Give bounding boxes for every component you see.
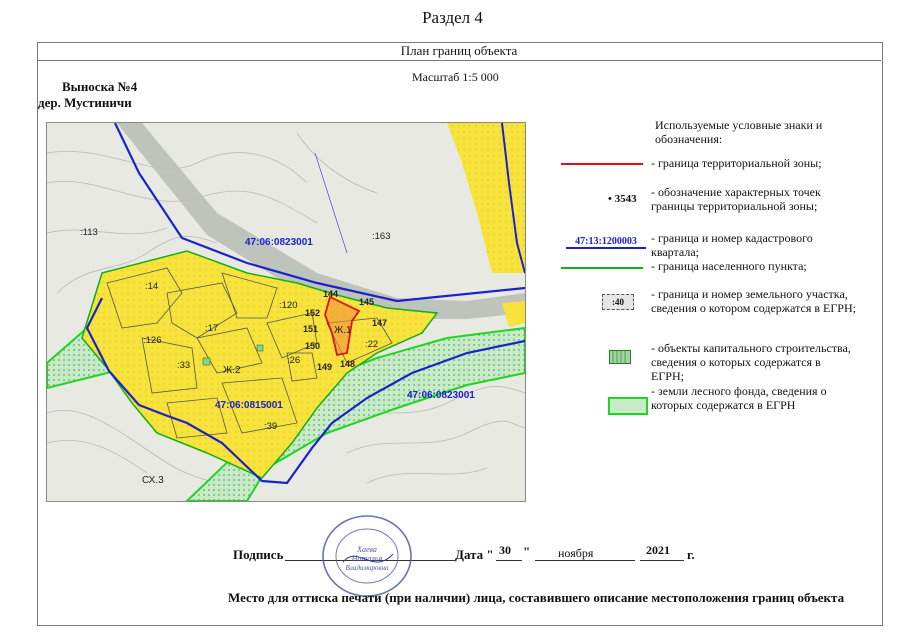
point-label: 152 [305,308,321,318]
point-label: 144 [323,289,339,299]
signature-label: Подпись [233,547,284,562]
legend-symbol-cadastral: 47:13:1200003 [566,236,646,249]
section-title: Раздел 4 [422,8,483,27]
parcel-label: :26 [287,355,301,366]
legend-point-number: 3543 [614,193,637,205]
legend-item-cadastral: - граница и номер кадастрового квартала; [651,231,813,259]
quarter-main-label: 47:06:0823001 [245,237,313,248]
date-month: ноября [558,546,594,560]
date-year: 2021 [646,543,670,557]
parcel-label: :39 [264,421,278,432]
callout-title: Выноска №4 [62,79,138,94]
quarter-lower-label: 47:06:0815001 [215,400,283,411]
zone-label: СХ.3 [142,475,164,486]
legend-item-points: - обозначение характерных точек границы территориальной зоны; [651,185,821,213]
parcel-label: :120 [279,300,298,311]
parcel-label: :126 [143,335,162,346]
legend-symbol-red-line [561,161,643,167]
point-label: 145 [359,297,375,307]
parcel-label: :163 [372,231,391,242]
map-scale: Масштаб 1:5 000 [412,70,499,84]
parcel-label: :17 [205,323,219,334]
date-year-line [640,560,684,561]
parcel-label: :33 [177,360,191,371]
stamp-place-caption: Место для оттиска печати (при наличии) лица, составившего описание местоположения границ объекта [228,590,845,605]
zone-label: Ж.1 [334,325,352,336]
parcel-label: :14 [145,281,159,292]
legend-symbol-forest [608,397,648,415]
date-day: 30 [499,543,511,557]
point-label: 147 [372,318,388,328]
legend-symbol-building [609,350,631,364]
svg-text:Наталья: Наталья [351,554,383,563]
round-stamp [313,514,421,598]
svg-text:Хаева: Хаева [357,545,377,554]
legend-item-zone-boundary: - граница территориальной зоны; [651,156,822,170]
date-label-text: Дата [455,547,484,562]
legend-symbol-green-line [561,265,643,271]
point-label: 149 [317,362,333,372]
point-label: 150 [305,341,321,351]
point-label: 151 [303,324,319,334]
village-name: дер. Мустиничи [38,95,132,110]
quarter-right-label: 47:06:0823001 [407,390,475,401]
legend-item-settlement: - граница населенного пункта; [651,259,807,273]
date-month-line [535,560,635,561]
legend-item-parcel: - граница и номер земельного участка, сведения о котором содержатся в ЕГРН; [651,287,856,315]
svg-text:Владимировна: Владимировна [345,564,389,572]
date-close-quote: " [523,544,531,559]
legend-item-forest: - земли лесного фонда, сведения о которых содержатся в ЕГРН [651,384,827,412]
date-day-line [496,560,522,561]
zone-label: Ж.2 [223,365,241,376]
plan-header: План границ объекта [37,42,881,61]
legend-symbol-point: • 3543 [608,193,637,205]
date-label [455,547,494,563]
parcel-label: :113 [80,227,98,238]
parcel-label: :22 [365,339,379,350]
date-open-quote: " [486,547,494,562]
legend-symbol-parcel: :40 [602,294,634,310]
point-label: 148 [340,359,356,369]
boundary-map [46,122,526,502]
legend-item-buildings: - объекты капитального строительства, сведения о которых содержатся в ЕГРН; [651,341,851,383]
legend-title: Используемые условные знаки и обозначения: [655,118,823,146]
date-year-suffix: г. [687,547,695,562]
